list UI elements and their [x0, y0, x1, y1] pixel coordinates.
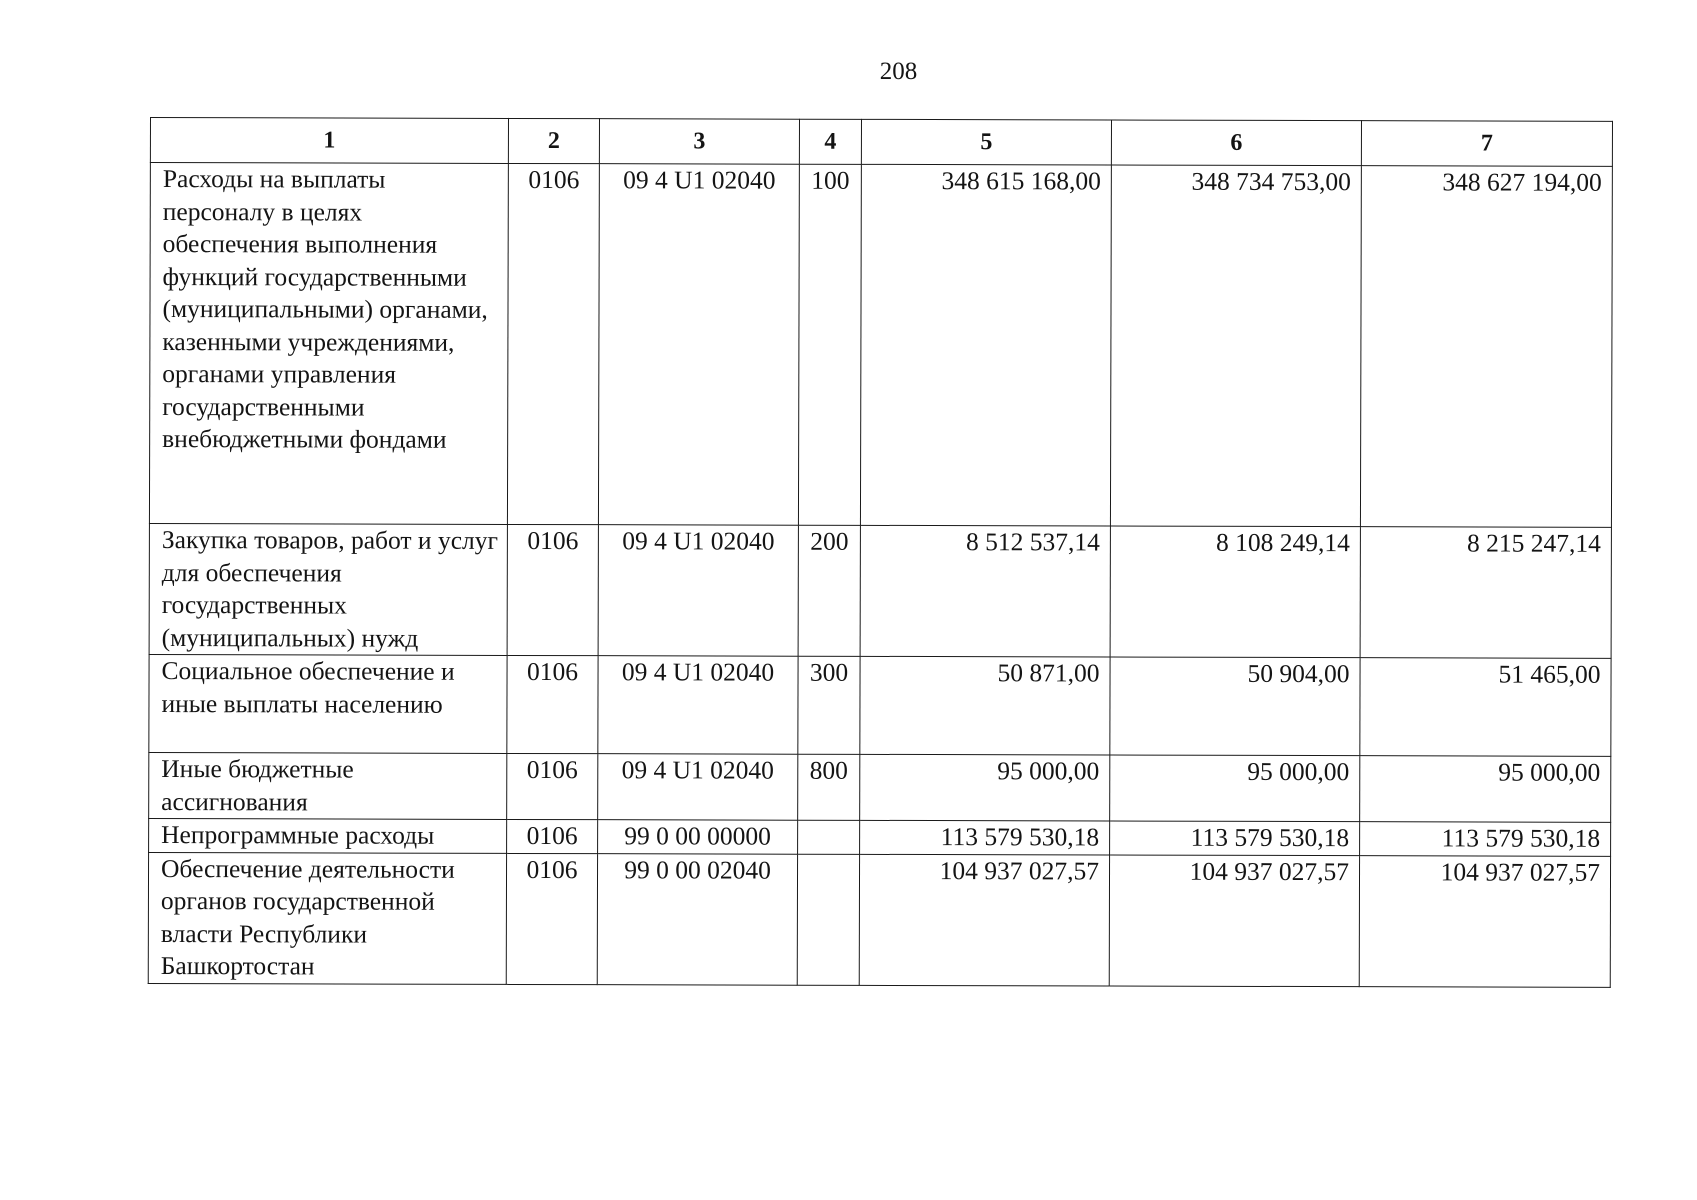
table-row [149, 818, 1611, 855]
amount-col-6: 50 904,00 [1110, 657, 1360, 756]
expense-kind-code: 200 [798, 525, 860, 656]
budget-table [148, 117, 1613, 987]
column-header-5: 5 [861, 119, 1111, 165]
expense-name: Обеспечение деятельности органов государственной власти Республики Башкортостан [148, 852, 506, 984]
column-header-3: 3 [599, 119, 799, 165]
amount-col-5: 113 579 530,18 [860, 820, 1110, 854]
expense-kind-code: 100 [798, 164, 861, 525]
amount-col-7: 348 627 194,00 [1360, 166, 1612, 528]
table-header-row [150, 118, 1612, 167]
column-header-1: 1 [150, 118, 508, 164]
column-header-7: 7 [1361, 121, 1612, 167]
target-article-code: 09 4 U1 02040 [598, 164, 799, 526]
amount-col-7: 104 937 027,57 [1359, 855, 1610, 987]
amount-col-7: 8 215 247,14 [1360, 527, 1611, 659]
amount-col-7: 113 579 530,18 [1360, 822, 1611, 856]
amount-col-5: 348 615 168,00 [860, 164, 1111, 526]
table-row [149, 163, 1612, 528]
expense-name: Непрограммные расходы [149, 818, 507, 852]
section-code: 0106 [507, 524, 598, 655]
column-header-2: 2 [508, 118, 599, 163]
target-article-code: 09 4 U1 02040 [598, 656, 798, 755]
column-header-6: 6 [1111, 120, 1361, 166]
amount-col-5: 8 512 537,14 [860, 525, 1110, 657]
amount-col-6: 113 579 530,18 [1110, 821, 1360, 855]
amount-col-7: 95 000,00 [1360, 756, 1611, 823]
amount-col-5: 50 871,00 [860, 656, 1110, 755]
expense-kind-code: 800 [798, 754, 860, 820]
section-code: 0106 [507, 819, 598, 853]
amount-col-6: 8 108 249,14 [1110, 526, 1360, 658]
expense-name: Социальное обеспечение и иные выплаты населению [149, 654, 507, 753]
table-row [148, 852, 1610, 987]
expense-kind-code [798, 820, 860, 854]
table-row [149, 654, 1611, 756]
amount-col-6: 348 734 753,00 [1110, 165, 1361, 527]
section-code: 0106 [507, 163, 599, 524]
target-article-code: 09 4 U1 02040 [598, 525, 798, 657]
column-header-4: 4 [799, 119, 861, 164]
amount-col-6: 104 937 027,57 [1109, 855, 1359, 987]
section-code: 0106 [507, 655, 598, 753]
expense-name: Закупка товаров, работ и услуг для обеспечения государственных (муниципальных) нужд [149, 523, 507, 655]
table-row [149, 523, 1611, 658]
target-article-code: 99 0 00 02040 [597, 853, 797, 985]
table-row [149, 752, 1611, 822]
page-number: 208 [879, 58, 918, 85]
section-code: 0106 [506, 853, 597, 984]
target-article-code: 09 4 U1 02040 [598, 754, 798, 821]
expense-kind-code: 300 [798, 656, 860, 754]
target-article-code: 99 0 00 00000 [598, 820, 798, 854]
amount-col-7: 51 465,00 [1360, 658, 1611, 757]
expense-kind-code [797, 854, 859, 985]
amount-col-5: 95 000,00 [860, 754, 1110, 821]
expense-name: Иные бюджетные ассигнования [149, 752, 507, 819]
section-code: 0106 [507, 753, 598, 819]
amount-col-6: 95 000,00 [1110, 755, 1360, 822]
expense-name: Расходы на выплаты персоналу в целях обеспечения выполнения функций государственными (муниципальными) органами, казенными учреждениями, органами управления государственными внебюджетными фондами [149, 163, 508, 525]
amount-col-5: 104 937 027,57 [859, 854, 1109, 986]
